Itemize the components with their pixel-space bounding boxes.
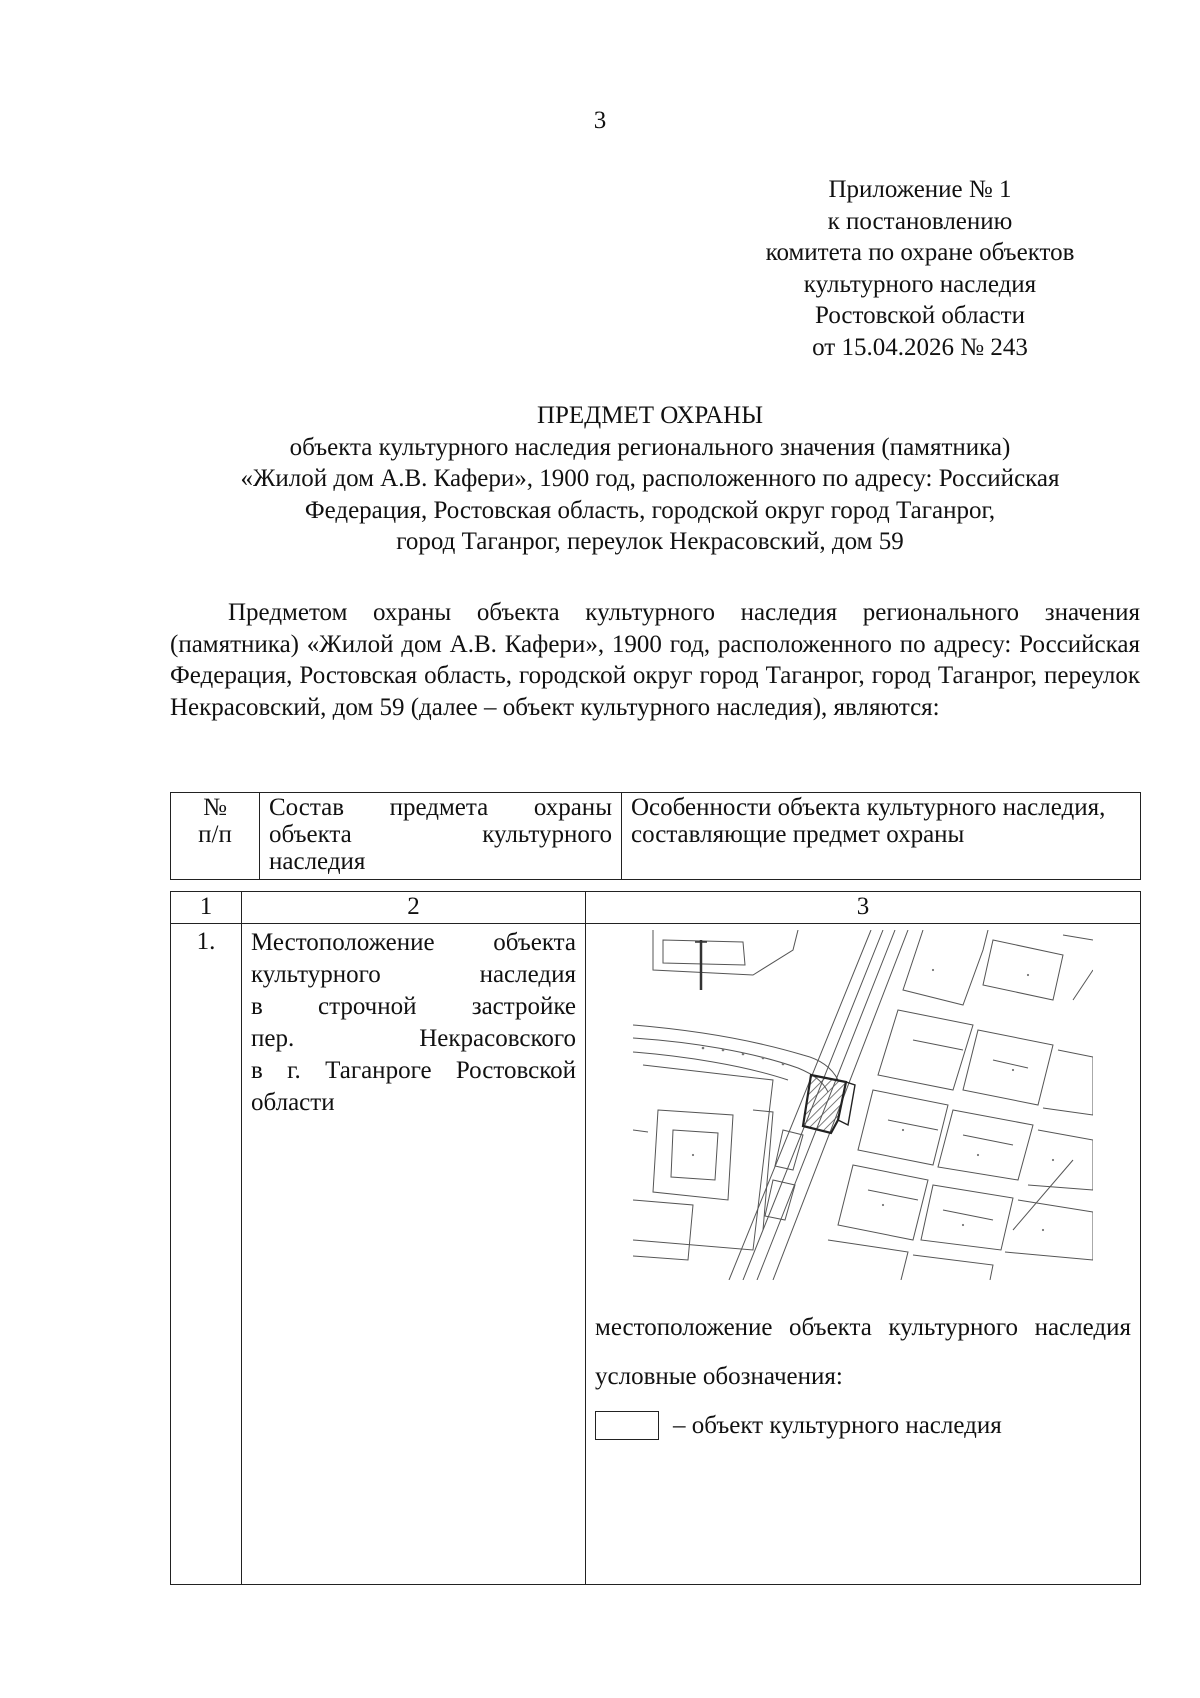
row-number: 1. [171,924,242,1585]
header-number-cell [171,793,260,880]
header-number-line: № [203,794,227,821]
title-line: объекта культурного наследия регионального значения (памятника) [289,433,1011,461]
appendix-line: к постановлению [827,207,1013,235]
heritage-object-outline [803,1075,846,1133]
legend-swatch-icon [595,1411,659,1440]
header-composition-line: объекта культурного [269,821,612,848]
title-line: город Таганрог, переулок Некрасовский, дом 59 [396,528,904,555]
header-composition-line: Состав предмета охраны [269,794,612,821]
column-number: 1 [171,892,242,924]
appendix-line: от 15.04.2026 № 243 [812,333,1028,361]
protection-table [170,891,1141,1585]
header-number-line: п/п [198,821,232,848]
page-number: 3 [593,107,607,134]
header-composition-line: наследия [269,848,366,875]
header-composition-cell [260,793,622,880]
header-features-line: составляющие предмет охраны [631,821,965,848]
header-features-line: Особенности объекта культурного наследия, [631,794,1106,821]
appendix-line: Ростовской области [815,302,1025,329]
features-cell [586,924,1141,1585]
legend-title: условные обозначения: [595,1363,843,1390]
title-line: Федерация, Ростовская область, городской округ город Таганрог, [304,496,996,524]
legend-item [595,1410,1131,1441]
composition-line: Местоположение объекта [251,929,576,956]
map-legend [586,1312,1140,1441]
header-features-cell [622,793,1141,880]
appendix-line: Приложение № 1 [828,176,1012,203]
column-number-row [171,892,1141,924]
composition-line: области [251,1089,335,1116]
composition-line: культурного наследия [251,961,576,988]
composition-line: пер. Некрасовского [251,1025,576,1052]
document-title [160,400,1140,558]
intro-paragraph [170,597,1140,723]
composition-line: в строчной застройке [251,993,576,1020]
column-number: 3 [586,892,1141,924]
intro-text: Предметом охраны объекта культурного наследия регионального значения (памятника) «Жилой дом А.В. Кафери», 1900 год, расположенного по адресу: Российская Федерация, Ростовская область, городской округ город Таганрог, город Таганрог, переулок Некрасовский, дом 59 (далее – объект культурного наследия), являются: [170,599,1140,721]
title-heading: ПРЕДМЕТ ОХРАНЫ [536,402,764,429]
location-map [633,930,1093,1280]
cadastral-map-image [633,930,1093,1280]
appendix-line: комитета по охране объектов [765,239,1075,266]
appendix-line: культурного наследия [803,270,1037,298]
map-caption: местоположение объекта культурного наследия [595,1314,1131,1341]
table-row [171,924,1141,1585]
title-line: «Жилой дом А.В. Кафери», 1900 год, расположенного по адресу: Российская [240,465,1060,492]
legend-item-label: – объект культурного наследия [673,1412,1002,1439]
column-number: 2 [242,892,586,924]
composition-line: в г. Таганроге Ростовской [251,1057,576,1084]
protection-table-header [170,792,1141,880]
appendix-block [700,174,1140,363]
composition-cell [242,924,586,1585]
